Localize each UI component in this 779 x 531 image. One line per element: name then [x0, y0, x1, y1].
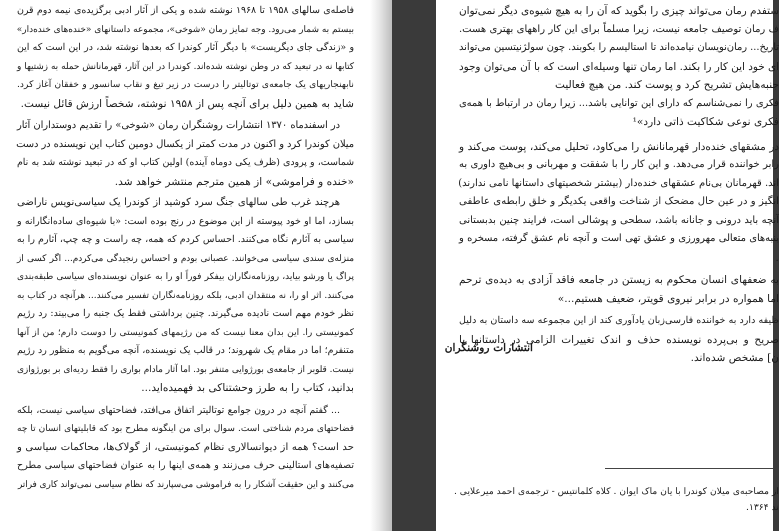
text-line: پراگ یا ورشو بیاید، روزنامه‌نگاران بیفکر فوراً او را به عنوان نویسنده‌ای سیاسی طبقه‌بندی	[17, 272, 354, 282]
left-page	[0, 0, 370, 531]
text-line: بسازد، اما او خود پیوسته از این موضوع در رنج بوده است: «با شیوه‌ای ساده‌انگارانه و	[17, 215, 354, 227]
text-line: شماست، و پرودی (ظرف یکی دوماه آینده) اولین کتاب او که در تبعید نوشته شد به نام	[17, 157, 354, 168]
right-page-text	[459, 0, 779, 368]
text-line: هرچند غرب طی سالهای جنگ سرد کوشید از کوندرا یک سیاسی‌نویس ناراضی	[17, 197, 340, 208]
footnote-line: ند ۱۳۶۴.	[746, 502, 779, 513]
text-line: آنچه باید درونی و جانانه باشد، سطحی و پوشالی است، فرایند چنین بدبستانی	[459, 214, 779, 226]
text-line: در اسفندماه ۱۳۷۰ انتشارات روشنگران رمان «شوخی» را تقدیم دوستداران آثار	[17, 120, 340, 131]
text-line: منزله‌ی سندی سیاسی می‌خوانند. عصبانی بودم و احساس رنجیدگی می‌کردم... اگر کسی از	[17, 253, 354, 264]
text-line: میلان کوندرا کرد و اکنون در مدت کمتر از یکسال دومین کتاب این نویسنده در دست	[16, 138, 354, 150]
text-line: ظیفه دارد به خواننده فارسی‌زبان یادآوری کند از این مجموعه سه داستان به دلیل	[459, 315, 779, 326]
publisher-signature: انتشارات روشنگران	[444, 342, 533, 354]
text-line: فاصله‌ی سالهای ۱۹۵۸ تا ۱۹۶۸ نوشته شده و یکی از آثار ادبی برگزیده‌ی نیمه دوم قرن	[17, 5, 354, 16]
text-line: فضاحتهای مردم شناختی است. سوال برای من اینگونه مطرح بود که قابلیتهای انسان تا چه	[17, 424, 354, 434]
footnote	[453, 484, 779, 516]
text-line: انگیز و در عین حال مضحک از شناخت واقعی یکدیگر و خلق رابطه‌ی عاطفی	[459, 196, 779, 207]
page-gutter-shadow	[370, 0, 392, 531]
text-line: سیاسی به آثارم نگاه می‌کنند. احساس کردم که همه، چه راست و چه چپ، آثارم را به	[16, 234, 354, 245]
text-line: ای خود این کار را بکند. اما رمان تنها وسیله‌ای است که با آن می‌توان وجود	[459, 60, 779, 73]
text-line: بدانید، کتاب را به طرز وحشتناکی بد فهمیده‌اید...	[141, 382, 354, 394]
text-line: ستفدم رمان می‌تواند چیزی را بگوید که آن را به هیچ شیوه‌ی دیگر نمی‌توان	[459, 5, 779, 17]
page-gutter	[392, 0, 436, 531]
text-line: فکری نوعی شکاکیت ذاتی دارد»¹	[632, 116, 779, 128]
text-line: صریح و بی‌پرده نویسنده حذف و اندک تغییرات الزامی در داستانها با	[459, 333, 779, 346]
text-line: ن] مشخص شده‌اند.	[690, 352, 779, 364]
text-line: به ضعفهای انسان محکوم به زیستن در جامعه فاقد آزادی به دیده‌ی ترحم	[459, 274, 779, 286]
text-line: و «زندگی جای دیگریست» با دیگر آثار کوندرا که بعدها نوشته شد، در این است که این	[17, 42, 354, 53]
text-line: فکری را نمی‌شناسم که دارای این توانایی باشد... زیرا رمان در ارتباط با همه‌ی	[459, 97, 779, 109]
text-line: می‌کنند. اثر او را، نه منتقدان ادبی، بلکه روزنامه‌نگاران تفسیر می‌کنند... هرآنچه در کتاب به	[17, 290, 354, 301]
footnote-divider	[605, 468, 773, 469]
text-line: نیست. قلوبر از جامعه‌ی بورژوایی متنفر بود. اما آثار مادام بواری را فقط ردیه‌ای بر بورژوازی	[17, 364, 354, 375]
text-line: کتابها نه در تبعید که در وطن نوشته شده‌اند. کوندرا در این آثار، قهرمانانش حمله به زشتیها و	[17, 61, 354, 72]
text-line: «خنده و فراموشی» از همین مترجم منتشر خواهد شد.	[114, 175, 354, 188]
text-line: اما همواره در برابر نیروی قویتر، ضعیف هستیم...»	[557, 292, 779, 305]
text-line: نظر خودم مهم است نادیده می‌گیرند. چنین برداشتی فقط یک جنبه را می‌بیند: رد رژیم	[17, 308, 354, 319]
text-line: حد است؟ همه از دیوانسالاری نظام کمونیستی، از گولاک‌ها، محاکمات سیاسی و	[17, 441, 354, 453]
text-line: جنبه‌هایش تشریح کرد و پوست کند. من هیچ فعالیت	[554, 79, 779, 91]
text-line: متنفرم؛ اما در مقام یک شهروند؛ در قالب یک نویسنده، آنچه می‌گویم به منظور رد رژیم	[17, 345, 354, 356]
footnote-line: از مصاحبه‌ی میلان کوندرا با یان ماک ایوان . کلاه کلمانتیس - ترجمه‌ی احمد میرعلایی .	[453, 486, 779, 497]
text-line: تصفیه‌های استالینی حرف می‌زنند و همه‌ی اینها را به عنوان فضاحتهای سیاسی مطرح	[17, 460, 354, 471]
text-line: می‌کنند و این حقیقت آشکار را به فراموشی می‌سپارند که نظام سیاسی نمی‌تواند کاری فراتر	[17, 479, 354, 490]
text-line: .	[775, 251, 779, 264]
text-line: ... گفتم آنچه در درون جوامع توتالیتر اتفاق می‌افتد، فضاحتهای سیاسی نیست، بلکه	[17, 404, 340, 416]
text-line: بیستم به شمار می‌رود. وجه تمایز رمان «شوخی»، مجموعه داستانهای «خنده‌های خنده‌دار»	[16, 24, 354, 35]
text-line: کمونیستی را. این بدان معنا نیست که من رژیمهای کمونیستی را دوست دارم؛ من از آنها	[17, 326, 354, 338]
left-page-text	[17, 0, 354, 494]
text-line: در مشقهای خنده‌دار قهرمانانش را می‌کاود، تحلیل می‌کند، پوست می‌کند و	[459, 140, 779, 153]
text-line: تاریخ... رمان‌نویسان نیامده‌اند تا استالیسم را بکوبند. چون سولژنیتسین می‌تواند	[459, 42, 779, 53]
right-page	[436, 0, 779, 531]
text-line: بنبه‌های متعالی مهرورزی و عشق تهی است و آنچه نام عشق گرفته، مسخره و	[459, 233, 779, 244]
text-line: نابهنجاریهای یک جامعه‌ی توتالیتر را درست در زیر تیغ و نقاب سانسور و خفقان آغاز کرد.	[17, 79, 354, 90]
text-line: اند. قهرمانان بی‌نام عشقهای خنده‌دار (بیشتر شخصیتهای داستانها نامی ندارند)	[458, 177, 779, 189]
text-line: شاید به همین دلیل برای آنچه پس از ۱۹۵۸ نوشته، شخصاً ارزش قائل نیست.	[20, 97, 354, 110]
text-line: رابر خواننده قرار می‌دهد. و این کار را با شفقت و مهربانی و بی‌هیچ داوری به	[459, 159, 779, 170]
text-line: ف رمان توصیف جامعه نیست، زیرا مسلماً برای این کار راههای بهتری هست.	[459, 23, 779, 35]
